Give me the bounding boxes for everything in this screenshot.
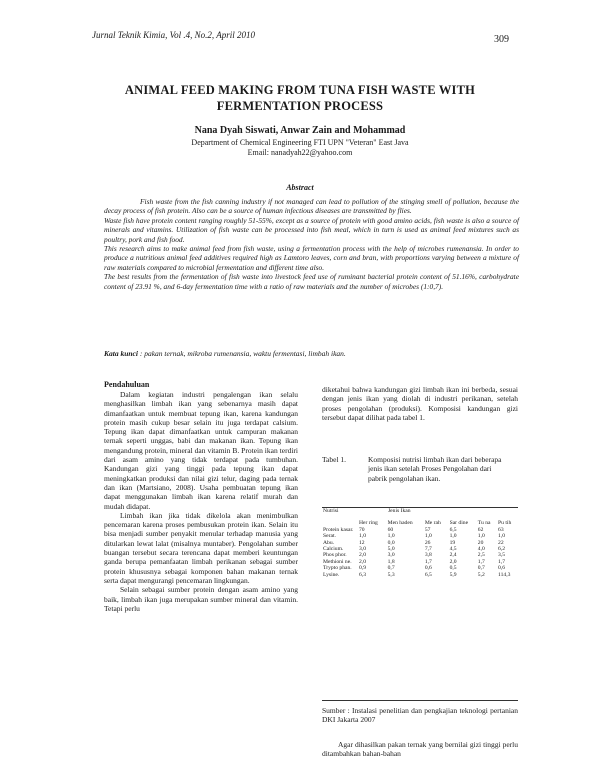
column-header: Tu na xyxy=(477,520,491,527)
table-caption-text: Komposisi nutrisi limbah ikan dari beberapa jenis ikan setelah Proses Pengolahan dari pabrik pengolahan ikan. xyxy=(368,455,502,483)
email: Email: nanadyah22@yahoo.com xyxy=(247,148,353,157)
table-cell: 6,5 xyxy=(424,571,432,578)
keywords-label: Kata kunci xyxy=(104,349,138,358)
table-cell: 19 xyxy=(449,539,456,546)
keywords xyxy=(104,349,534,358)
table-cell: 1,0 xyxy=(387,533,395,540)
table-cell: 5,9 xyxy=(449,571,457,578)
closing-paragraph: Agar dihasilkan pakan ternak yang bernilai gizi tinggi perlu ditambahkan bahan-bahan xyxy=(322,740,518,759)
keywords-text: : pakan ternak, mikroba rumenansia, waktu fermentasi, limbah ikan. xyxy=(139,349,346,358)
table-cell: 1,0 xyxy=(498,533,506,540)
table-header-row xyxy=(322,506,518,514)
table-cell: 1,7 xyxy=(424,558,432,565)
row-label: Protein kasar. xyxy=(323,526,354,533)
row-label: Abu. xyxy=(323,539,335,546)
journal-header: Jurnal Teknik Kimia, Vol .4, No.2, April 2010 xyxy=(92,30,256,40)
table-cell: 12 xyxy=(359,539,365,546)
affiliation: Department of Chemical Engineering FTI UPN "Veteran" East Java xyxy=(191,138,409,147)
table-cell: 6,5 xyxy=(449,526,457,533)
table-column-row xyxy=(322,514,518,526)
title-line-1: ANIMAL FEED MAKING FROM TUNA FISH WASTE WITH xyxy=(124,83,476,97)
table-cell: 5,3 xyxy=(387,571,395,578)
table-cell: 60 xyxy=(387,526,394,533)
nutrisi-header: Nutrisi xyxy=(323,508,339,514)
affiliation-block xyxy=(0,138,600,158)
table-cell: 1,7 xyxy=(498,558,506,565)
table-cell: 0,0 xyxy=(387,539,395,546)
table-cell: 57 xyxy=(424,526,431,533)
title-line-2: FERMENTATION PROCESS xyxy=(216,99,384,113)
authors: Nana Dyah Siswati, Anwar Zain and Mohammad xyxy=(194,125,406,136)
table-cell: 4,5 xyxy=(449,546,457,553)
table-cell: 2,0 xyxy=(359,558,366,565)
table-cell: 3,0 xyxy=(387,552,395,559)
table-cell: 7,7 xyxy=(424,546,432,553)
table-cell: 0,6 xyxy=(498,565,506,572)
table-bottom-rule xyxy=(322,700,518,701)
table-cell: 2,4 xyxy=(449,552,457,559)
jenis-ikan-header: Jenis Ikan xyxy=(388,508,411,514)
table-cell: 1,0 xyxy=(424,533,432,540)
page-number: 309 xyxy=(494,34,509,45)
table-cell: 3,8 xyxy=(424,552,432,559)
table-cell: 1,0 xyxy=(477,533,485,540)
body-paragraph: Selain sebagai sumber protein dengan asam amino yang baik, limbah ikan juga merupakan sumber mineral dan vitamin. Tetapi perlu xyxy=(104,585,298,613)
right-column xyxy=(322,385,518,422)
table-cell: 5,2 xyxy=(477,571,485,578)
column-header: Pu tih xyxy=(498,520,512,527)
table-cell: 0,6 xyxy=(424,565,432,572)
table-cell: 4,0 xyxy=(477,546,485,553)
abstract-paragraph: The best results from the fermentation of fish waste into livestock feed use of ruminant bacterial protein content of 51.16%, carbohydrate content of 23.91 %, and 6-day fermentation time with a ratio of raw materials and the number of microbes (1:0,7). xyxy=(104,272,519,291)
table-caption-label: Tabel 1. xyxy=(322,455,347,464)
table-cell: 0,5 xyxy=(449,565,457,572)
nutrition-table xyxy=(322,506,518,581)
table-cell: 6,2 xyxy=(498,546,506,553)
abstract-paragraph: This research aims to make animal feed from fish waste, using a fermentation process with the help of microbes rumenansia. In order to produce a nutritious animal feed additives required high as Lamtoro leaves, corn and bran, with proportions varying between a mixture of raw materials compared to microbial fermentation and different time also. xyxy=(104,244,519,272)
table-cell: 62 xyxy=(477,526,484,533)
table-cell: 1,7 xyxy=(477,558,485,565)
column-header: Her ring xyxy=(359,520,378,527)
body-paragraph: Dalam kegiatan industri pengalengan ikan selalu menghasilkan limbah ikan yang sebenarnya masih dapat dimanfaatkan untuk membuat tepung ikan, karena kandungan protein masih cukup besar selain itu juga terdapat calsium. Tepung ikan dapat dimanfaatkan untuk campuran makanan ternak seperti unggas, babi dan makanan ikan. Tepung ikan mengandung protein, mineral dan vitamin B. Protein ikan terdiri dari asam amino yang tidak terdapat pada tumbuhan. Kandungan gizi yang tinggi pada tepung ikan dapat meningkatkan produksi dan nilai gizi telur, daging pada ternak dan ikan (Martsiano, 2008). Usaha pembuatan tepung ikan dapat menggunakan limbah ikan karena relatif murah dan mudah didapat. xyxy=(104,390,298,511)
table-cell: 1,0 xyxy=(449,533,457,540)
table-cell: 22 xyxy=(498,539,504,546)
table-cell: 20 xyxy=(477,539,484,546)
abstract-heading: Abstract xyxy=(286,183,314,192)
abstract-body xyxy=(104,197,519,291)
abstract-paragraph: Waste fish have protein content ranging roughly 51-55%, except as a source of protein with good amino acids, fish waste is also a source of minerals and vitamins. Utilization of fish waste can be processed into fish meal, which in turn is used as animal feed mixtures such as poultry, pork and fish food. xyxy=(104,215,519,244)
row-label: Trypto phan. xyxy=(323,565,352,572)
table-source: Sumber : Instalasi penelitian dan pengkajian teknologi pertanian DKI Jakarta 2007 xyxy=(322,706,518,725)
row-label: Methioni ne. xyxy=(323,558,352,565)
table-cell: 2,0 xyxy=(449,558,457,565)
row-label: Lysine. xyxy=(323,571,340,578)
table-cell: 26 xyxy=(424,539,431,546)
section-heading: Pendahuluan xyxy=(104,380,150,389)
paper-title xyxy=(0,82,600,114)
table-cell: 0,9 xyxy=(359,565,366,572)
column-header: Men haden xyxy=(387,520,413,527)
left-column xyxy=(104,390,298,613)
table-cell: 3,0 xyxy=(359,546,366,553)
table-cell: 0,7 xyxy=(387,565,395,572)
table-cell: 1,8 xyxy=(387,558,395,565)
table-cell: 70 xyxy=(359,526,365,533)
column-header: Sar dine xyxy=(449,520,469,527)
abstract-paragraph: Fish waste from the fish canning industry if not managed can lead to pollution of the stinging smell of pollution, because the decay process of fish protein. Also can be a source of human infectious diseases are transmitted by flies. xyxy=(104,197,519,216)
table-cell: 3,5 xyxy=(498,552,506,559)
table-cell: 1,0 xyxy=(359,533,366,540)
table-cell: 0,7 xyxy=(477,565,485,572)
table-cell: 6,3 xyxy=(359,571,366,578)
body-paragraph: Limbah ikan jika tidak dikelola akan menimbulkan pencemaran karena proses pembusukan protein ikan. Selain itu bisa menjadi sumber penyakit menular terhadap manusia yang ditularkan lewat lalat (misalnya muntaber). Pengolahan sumber buangan tersebut secara terencana dapat memberi keuntungan ganda berupa pemanfaatan limbah perikanan sebagai sumber protein khususnya sebagai komponen bahan makanan ternak serta dapat mengurangi pencemaran lingkungan. xyxy=(104,510,298,585)
table-cell: 2,5 xyxy=(477,552,485,559)
table-cell: 114,3 xyxy=(498,571,511,578)
table-cell: 2,0 xyxy=(359,552,366,559)
row-label: Calcium. xyxy=(323,546,344,553)
table-cell: 63 xyxy=(498,526,504,533)
column-header: Me rah xyxy=(424,520,441,527)
table-row xyxy=(322,572,518,581)
row-label: Phos phor. xyxy=(323,552,347,559)
table-cell: 5,0 xyxy=(387,546,395,553)
body-paragraph: diketahui bahwa kandungan gizi limbah ikan ini berbeda, sesuai dengan jenis ikan yang diolah di industri perikanan, setelah proses pengolahan (produksi). Komposisi kandungan gizi tersebut dapat dilihat pada tabel 1. xyxy=(322,385,518,422)
row-label: Serat. xyxy=(323,533,336,540)
